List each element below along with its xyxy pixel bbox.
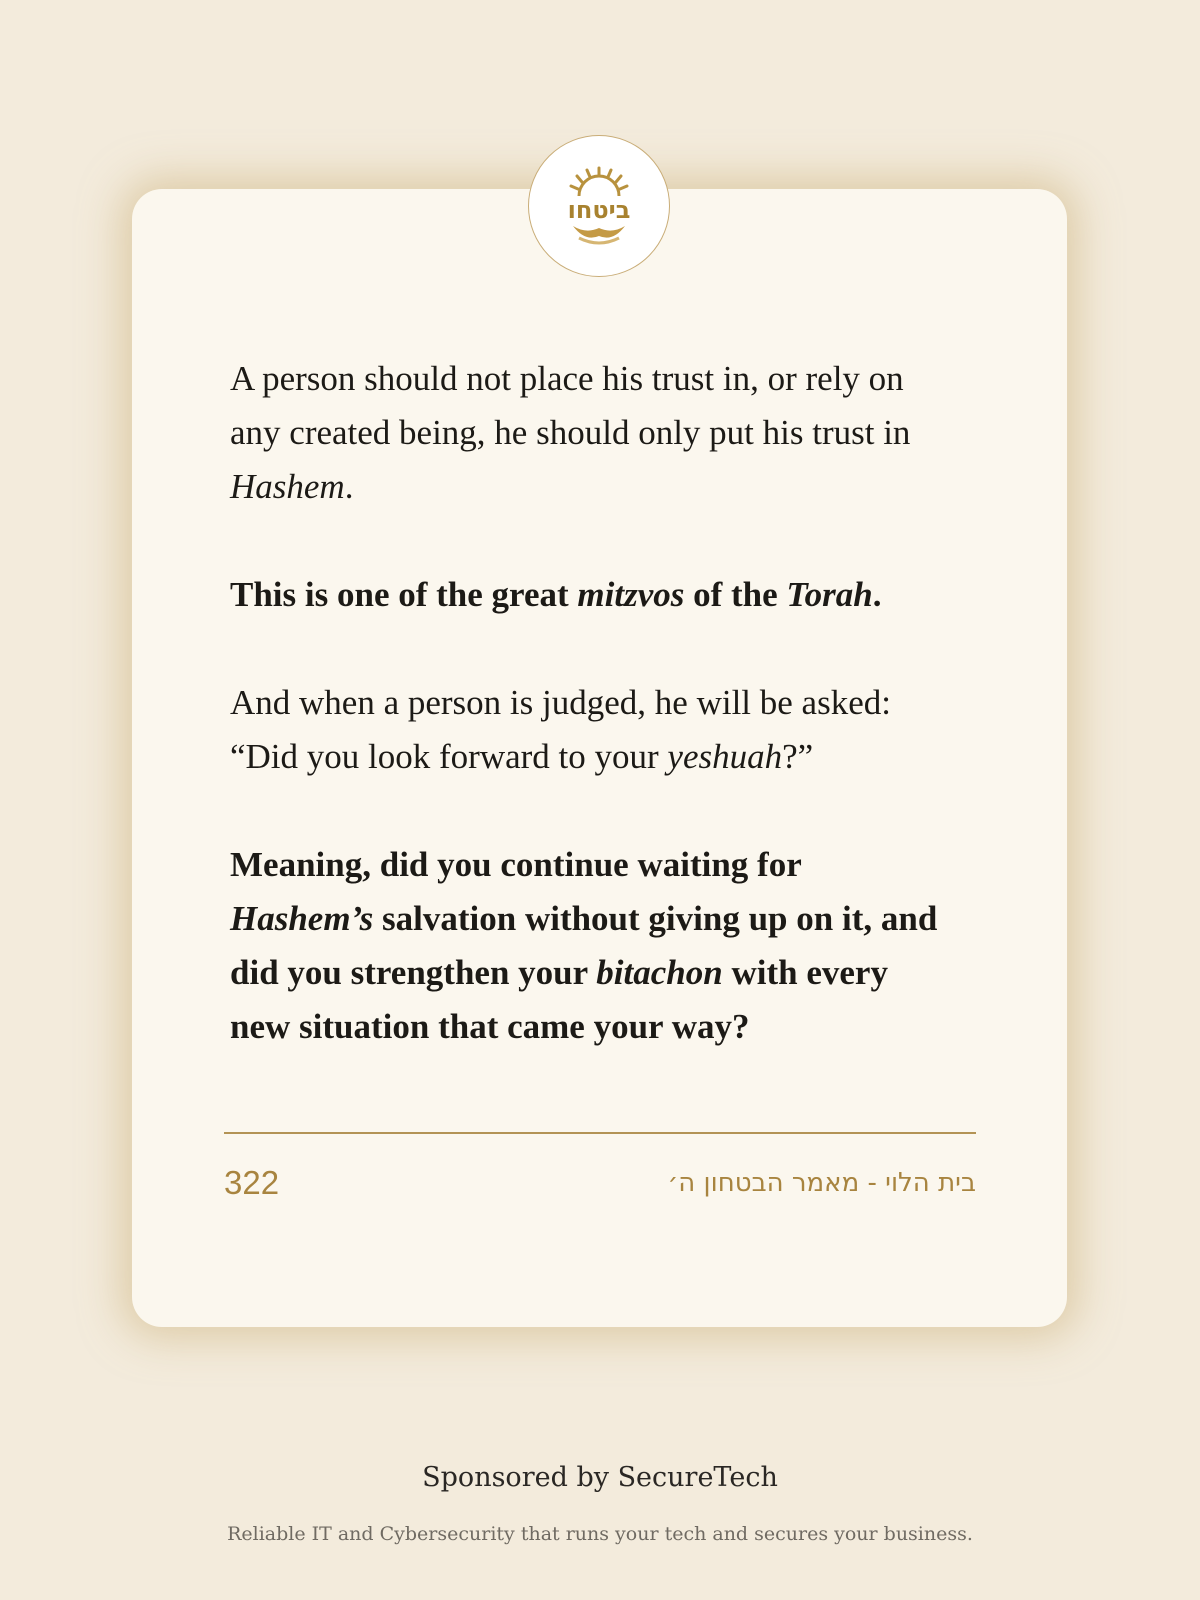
source-reference: בית הלוי - מאמר הבטחון ה׳: [667, 1168, 976, 1198]
quote-paragraph-3: [230, 676, 950, 784]
quote-paragraph-2-middle: of the: [684, 575, 787, 614]
quote-paragraph-1: [230, 352, 950, 514]
quote-text: [230, 352, 950, 1054]
quote-paragraph-3-line-1: And when a person is judged, he will be asked:: [230, 683, 891, 722]
quote-emphasis: mitzvos: [577, 575, 685, 614]
quote-paragraph-4-middle: salvation without giving up on it, and did you strengthen your: [230, 899, 938, 992]
quote-paragraph-2-end: .: [872, 575, 882, 614]
quote-paragraph-4: [230, 838, 950, 1054]
quote-emphasis: Torah: [786, 575, 873, 614]
quote-paragraph-1-text: A person should not place his trust in, or rely on any created being, he should only put his trust in: [230, 359, 911, 452]
sponsor-title: Sponsored by SecureTech: [422, 1462, 778, 1493]
quote-paragraph-3-text: “Did you look forward to your: [230, 737, 668, 776]
quote-paragraph-2-text: This is one of the great: [230, 575, 578, 614]
logo-text: ביטחו: [567, 196, 631, 224]
sun-and-waves-icon: [549, 156, 649, 256]
quote-emphasis: yeshuah: [667, 737, 783, 776]
quote-emphasis: Hashem’s: [230, 899, 374, 938]
quote-paragraph-3-end: ?”: [782, 737, 814, 776]
page-number: 322: [224, 1164, 280, 1201]
quote-paragraph-4-end: with every new situation that came your way?: [230, 953, 888, 1046]
quote-paragraph-4-text: Meaning, did you continue waiting for: [230, 845, 802, 884]
quote-emphasis: Hashem: [230, 467, 345, 506]
sponsor-tagline: Reliable IT and Cybersecurity that runs your tech and secures your business.: [227, 1523, 973, 1545]
quote-paragraph-2: [230, 568, 950, 622]
logo-badge: [528, 135, 670, 277]
quote-paragraph-1-end: .: [344, 467, 354, 506]
divider: [224, 1132, 976, 1134]
quote-emphasis: bitachon: [596, 953, 723, 992]
